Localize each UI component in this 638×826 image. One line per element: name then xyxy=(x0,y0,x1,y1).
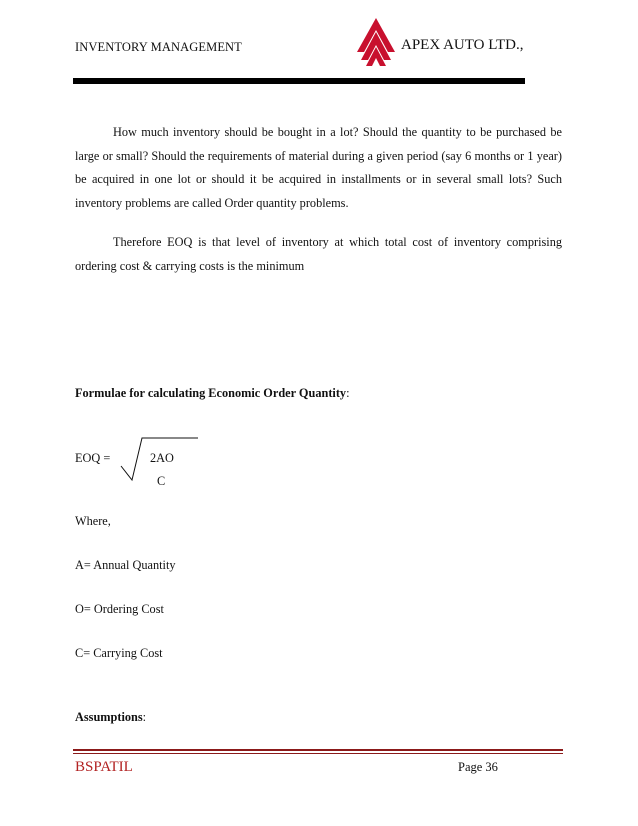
paragraph-2-text: Therefore EOQ is that level of inventory at which total cost of inventory comprising ordering cost & carrying costs is the minimum xyxy=(75,235,562,273)
assumptions-colon: : xyxy=(142,710,147,724)
where-label: Where, xyxy=(75,514,111,528)
apex-logo-icon xyxy=(357,18,395,66)
assumptions-heading xyxy=(75,710,146,725)
eoq-label: EOQ = xyxy=(75,451,111,465)
header-title: INVENTORY MANAGEMENT xyxy=(75,40,242,54)
footer-author: BSPATIL xyxy=(75,759,133,775)
paragraph-1-text: How much inventory should be bought in a lot? Should the quantity to be purchased be large or small? Should the requirements of material during a given period (say 6 months or 1 year) be acquired in one lot or should it be acquired in installments or in several small lots? Such inventory problems are called Order quantity problems. xyxy=(75,125,562,210)
paragraph-order-quantity xyxy=(75,121,562,215)
paragraph-eoq-definition xyxy=(75,231,562,278)
page-number: Page 36 xyxy=(458,760,498,774)
formula-heading xyxy=(75,386,350,401)
definition-annual-quantity: A= Annual Quantity xyxy=(75,558,176,572)
footer-divider-thick xyxy=(73,749,563,751)
header-divider xyxy=(73,78,525,84)
formula-heading-colon: : xyxy=(346,386,350,400)
formula-numerator: 2AO xyxy=(150,451,174,465)
definition-ordering-cost: O= Ordering Cost xyxy=(75,602,164,616)
formula-denominator: C xyxy=(157,474,166,488)
company-name: APEX AUTO LTD., xyxy=(401,37,524,53)
footer-divider-thin xyxy=(73,753,563,754)
assumptions-text: Assumptions xyxy=(75,710,143,724)
formula-heading-text: Formulae for calculating Economic Order Quantity xyxy=(75,386,347,400)
definition-carrying-cost: C= Carrying Cost xyxy=(75,646,163,660)
